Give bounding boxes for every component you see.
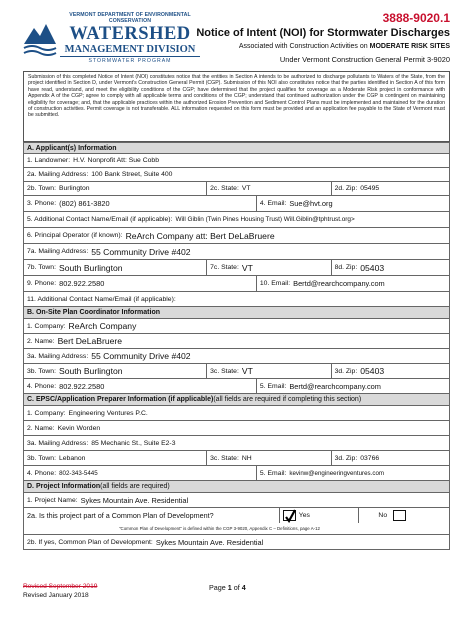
yes-checkbox[interactable]	[283, 510, 296, 521]
a-contact-value: Will Giblin (Twin Pines Housing Trust) Will.Giblin@tphtrust.org>	[175, 216, 355, 223]
a-phone-field[interactable]	[24, 196, 256, 211]
form-title: Notice of Intent (NOI) for Stormwater Discharges	[196, 27, 450, 39]
op-phone-value: 802.922.2580	[59, 279, 105, 288]
row-op-town	[23, 260, 450, 276]
row-b-town	[23, 364, 450, 379]
a-contact-field[interactable]	[24, 212, 449, 227]
project-name-value: Sykes Mountain Ave. Residential	[80, 495, 189, 505]
b-state-label: 3c. State:	[210, 367, 239, 375]
c-mailing-label: 3a. Mailing Address:	[27, 439, 89, 447]
c-state-label: 3c. State:	[210, 454, 239, 462]
b-zip-label: 3d. Zip:	[334, 367, 358, 375]
c-phone-value: 802-343-5445	[59, 469, 98, 477]
noi-form	[23, 142, 450, 550]
op-contact-label: 11. Additional Contact Name/Email (if applicable):	[27, 295, 176, 303]
b-zip-value: 05403	[360, 366, 385, 376]
a-mailing-value: 100 Bank Street, Suite 400	[91, 171, 173, 178]
revised-new: Revised January 2018	[23, 592, 89, 599]
row-c-mailing	[23, 436, 450, 451]
op-zip-label: 8d. Zip:	[334, 264, 358, 271]
row-b-name	[23, 334, 450, 349]
project-name-field[interactable]	[24, 493, 449, 507]
op-state-label: 7c. State:	[210, 264, 239, 271]
c-phone-field[interactable]	[24, 466, 256, 480]
logo-watershed: WATERSHED	[69, 24, 191, 44]
no-checkbox[interactable]	[393, 510, 406, 521]
b-email-label: 5. Email:	[259, 382, 287, 390]
landowner-field[interactable]	[24, 154, 449, 167]
form-subtitle	[239, 42, 450, 51]
section-c-title: C. EPSC/Application Preparer Information (if applicable)	[27, 396, 214, 403]
a-state-value: VT	[241, 185, 251, 192]
row-c-phone	[23, 466, 450, 481]
op-mailing-label: 7a. Mailing Address:	[27, 248, 89, 255]
permit-line: Under Vermont Construction General Permit 3-9020	[279, 55, 450, 64]
form-number: 3888-9020.1	[382, 11, 450, 25]
b-state-field[interactable]	[206, 364, 330, 378]
b-town-value: South Burlington	[58, 366, 123, 376]
landowner-label: 1. Landowner:	[27, 157, 71, 164]
a-town-value: Burlington	[58, 185, 90, 192]
c-mailing-value: 85 Mechanic St., Suite E2-3	[91, 439, 176, 447]
yes-label: Yes	[298, 512, 310, 519]
c-phone-label: 4. Phone:	[27, 469, 57, 477]
op-state-value: VT	[241, 262, 253, 273]
a-contact-label: 5. Additional Contact Name/Email (if applicable):	[27, 216, 173, 223]
b-mailing-value: 55 Community Drive #402	[91, 351, 191, 361]
c-company-value: Engineering Ventures P.C.	[68, 409, 148, 417]
c-zip-value: 03766	[360, 454, 380, 462]
row-op-phone	[23, 276, 450, 292]
row-b-mailing	[23, 349, 450, 364]
a-town-label: 2b. Town:	[27, 185, 56, 192]
c-email-field[interactable]	[256, 466, 449, 480]
row-b-company	[23, 319, 450, 334]
a-state-field[interactable]	[206, 182, 330, 195]
common-plan-no[interactable]	[358, 508, 449, 523]
row-op-mailing	[23, 244, 450, 260]
b-mailing-label: 3a. Mailing Address:	[27, 352, 89, 360]
row-a-mailing	[23, 168, 450, 182]
no-label: No	[378, 512, 388, 519]
a-town-field[interactable]	[24, 182, 206, 195]
watershed-logo	[22, 12, 198, 72]
operator-label: 6. Principal Operator (if known):	[27, 232, 123, 239]
row-c-name	[23, 421, 450, 436]
op-mailing-field[interactable]	[24, 244, 449, 259]
common-plan-question	[24, 508, 279, 523]
b-email-field[interactable]	[256, 379, 449, 393]
op-town-field[interactable]	[24, 260, 206, 275]
b-company-label: 1. Company:	[27, 322, 66, 330]
b-name-label: 2. Name:	[27, 337, 55, 345]
c-state-value: NH	[241, 454, 252, 462]
row-a-phone	[23, 196, 450, 212]
section-a-header: A. Applicant(s) Information	[23, 142, 450, 154]
revised-old: Revised September 2019	[23, 583, 98, 590]
common-plan-note: "Common Plan of Development" is defined within the CGP 3-9020, Appendix C – Definitions, page A-12	[119, 526, 320, 531]
op-email-field[interactable]	[256, 276, 449, 291]
b-zip-field[interactable]	[331, 364, 449, 378]
b-name-field[interactable]	[24, 334, 449, 348]
op-zip-field[interactable]	[331, 260, 449, 275]
b-company-value: ReArch Company	[68, 321, 137, 331]
logo-department: VERMONT DEPARTMENT OF ENVIRONMENTAL CONSERVATION	[69, 12, 191, 24]
op-zip-value: 05403	[360, 262, 385, 273]
common-plan-label: 2a. Is this project part of a Common Plan of Development?	[27, 511, 214, 520]
op-mailing-value: 55 Community Drive #402	[91, 246, 191, 257]
a-email-value: Sue@hvt.org	[289, 199, 333, 208]
intro-text: Submission of this completed Notice of Intent (NOI) constitutes notice that the entities in Section A intends to be authorized to discharge pollutants to Waters of the State, from the project identified in Section D, under Vermont's Construction General Permit (CGP). Submission of this NOI also constitutes notice that the parties identified in Section A of this form have read, understand, and meet the eligibility conditions of the CGP; have determined that the project qualifies for coverage as a Moderate Risk project in conformance with Appendix A of the CGP; agree to comply with all applicable terms and conditions of the CGP; understand that continued authorization under the CGP is contingent on maintaining eligibility for coverage; and, that the applicable practices within the authorized Erosion Prevention and Sediment Control Plans must be implemented and maintained for the duration of construction activities. Permit coverage is not transferable. ALL information requested on this form must be provided and an application fee payable to the State of Vermont must be submitted.	[23, 71, 450, 142]
op-phone-label: 9. Phone:	[27, 280, 57, 287]
section-d-header	[23, 481, 450, 493]
a-mailing-label: 2a. Mailing Address:	[27, 171, 89, 178]
page-number	[209, 583, 246, 592]
b-phone-field[interactable]	[24, 379, 256, 393]
op-email-value: Bertd@rearchcompany.com	[293, 279, 385, 288]
operator-value: ReArch Company att: Bert DeLaBruere	[125, 230, 275, 241]
subtitle-prefix: Associated with Construction Activities on	[238, 43, 370, 50]
a-state-label: 2c. State:	[210, 185, 239, 192]
section-c-header	[23, 394, 450, 406]
subtitle-risk: MODERATE RISK SITES	[369, 43, 450, 50]
row-landowner	[23, 154, 450, 168]
b-name-value: Bert DeLaBruere	[57, 336, 123, 346]
section-d-note: (all fields are required)	[100, 483, 170, 490]
c-email-label: 5. Email:	[259, 469, 287, 477]
a-zip-value: 05495	[360, 185, 380, 192]
b-state-value: VT	[241, 366, 253, 376]
row-project-name	[23, 493, 450, 508]
section-c-note: (all fields are required if completing this section)	[213, 396, 362, 403]
logo-divider	[60, 56, 200, 57]
operator-field[interactable]	[24, 228, 449, 243]
watershed-mountain-icon	[22, 14, 58, 58]
c-zip-field[interactable]	[331, 451, 449, 465]
c-mailing-field[interactable]	[24, 436, 449, 450]
op-contact-field[interactable]	[24, 292, 449, 306]
c-email-value: kevinw@engineeringventures.com	[289, 469, 385, 477]
c-name-field[interactable]	[24, 421, 449, 435]
common-plan-name-field[interactable]	[24, 535, 449, 549]
op-phone-field[interactable]	[24, 276, 256, 291]
b-email-value: Bertd@rearchcompany.com	[289, 381, 381, 391]
landowner-value: H.V. Nonprofit Att: Sue Cobb	[73, 157, 159, 164]
b-town-label: 3b. Town:	[27, 367, 56, 375]
c-town-field[interactable]	[24, 451, 206, 465]
row-operator	[23, 228, 450, 244]
common-plan-yes[interactable]	[279, 508, 359, 523]
row-c-town	[23, 451, 450, 466]
page-num: 1	[227, 583, 232, 592]
c-town-label: 3b. Town:	[27, 454, 56, 462]
b-town-field[interactable]	[24, 364, 206, 378]
a-email-field[interactable]	[256, 196, 449, 211]
row-c-company	[23, 406, 450, 421]
b-phone-value: 802.922.2580	[59, 381, 105, 391]
a-phone-label: 3. Phone:	[27, 200, 57, 207]
a-zip-label: 2d. Zip:	[334, 185, 358, 192]
row-common-plan-name	[23, 535, 450, 550]
op-town-label: 7b. Town:	[27, 264, 56, 271]
a-zip-field[interactable]	[331, 182, 449, 195]
c-town-value: Lebanon	[58, 454, 86, 462]
checkmark-icon	[285, 509, 296, 523]
page-of: of	[231, 583, 242, 592]
page-total: 4	[241, 583, 246, 592]
common-plan-name-value: Sykes Mountain Ave. Residential	[155, 537, 264, 547]
row-a-town	[23, 182, 450, 196]
b-company-field[interactable]	[24, 319, 449, 333]
a-phone-value: (802) 861-3820	[59, 199, 110, 208]
c-company-label: 1. Company:	[27, 409, 66, 417]
c-company-field[interactable]	[24, 406, 449, 420]
b-mailing-field[interactable]	[24, 349, 449, 363]
c-zip-label: 3d. Zip:	[334, 454, 358, 462]
common-plan-name-label: 2b. If yes, Common Plan of Development:	[27, 538, 153, 546]
row-a-contact	[23, 212, 450, 228]
op-state-field[interactable]	[206, 260, 330, 275]
logo-program: STORMWATER PROGRAM	[88, 58, 172, 64]
op-town-value: South Burlington	[58, 262, 123, 273]
a-email-label: 4. Email:	[259, 200, 287, 207]
row-b-phone	[23, 379, 450, 394]
logo-division: MANAGEMENT DIVISION	[64, 44, 196, 55]
c-name-value: Kevin Worden	[57, 424, 101, 432]
op-email-label: 10. Email:	[259, 280, 291, 287]
project-name-label: 1. Project Name:	[27, 496, 78, 504]
section-d-title: D. Project Information	[27, 483, 101, 490]
section-b-header: B. On-Site Plan Coordinator Information	[23, 307, 450, 319]
no-checkbox-spacer	[362, 510, 375, 521]
page-prefix: Page	[209, 583, 228, 592]
row-op-contact	[23, 292, 450, 307]
c-name-label: 2. Name:	[27, 424, 55, 432]
b-phone-label: 4. Phone:	[27, 382, 57, 390]
a-mailing-field[interactable]	[24, 168, 449, 181]
c-state-field[interactable]	[206, 451, 330, 465]
